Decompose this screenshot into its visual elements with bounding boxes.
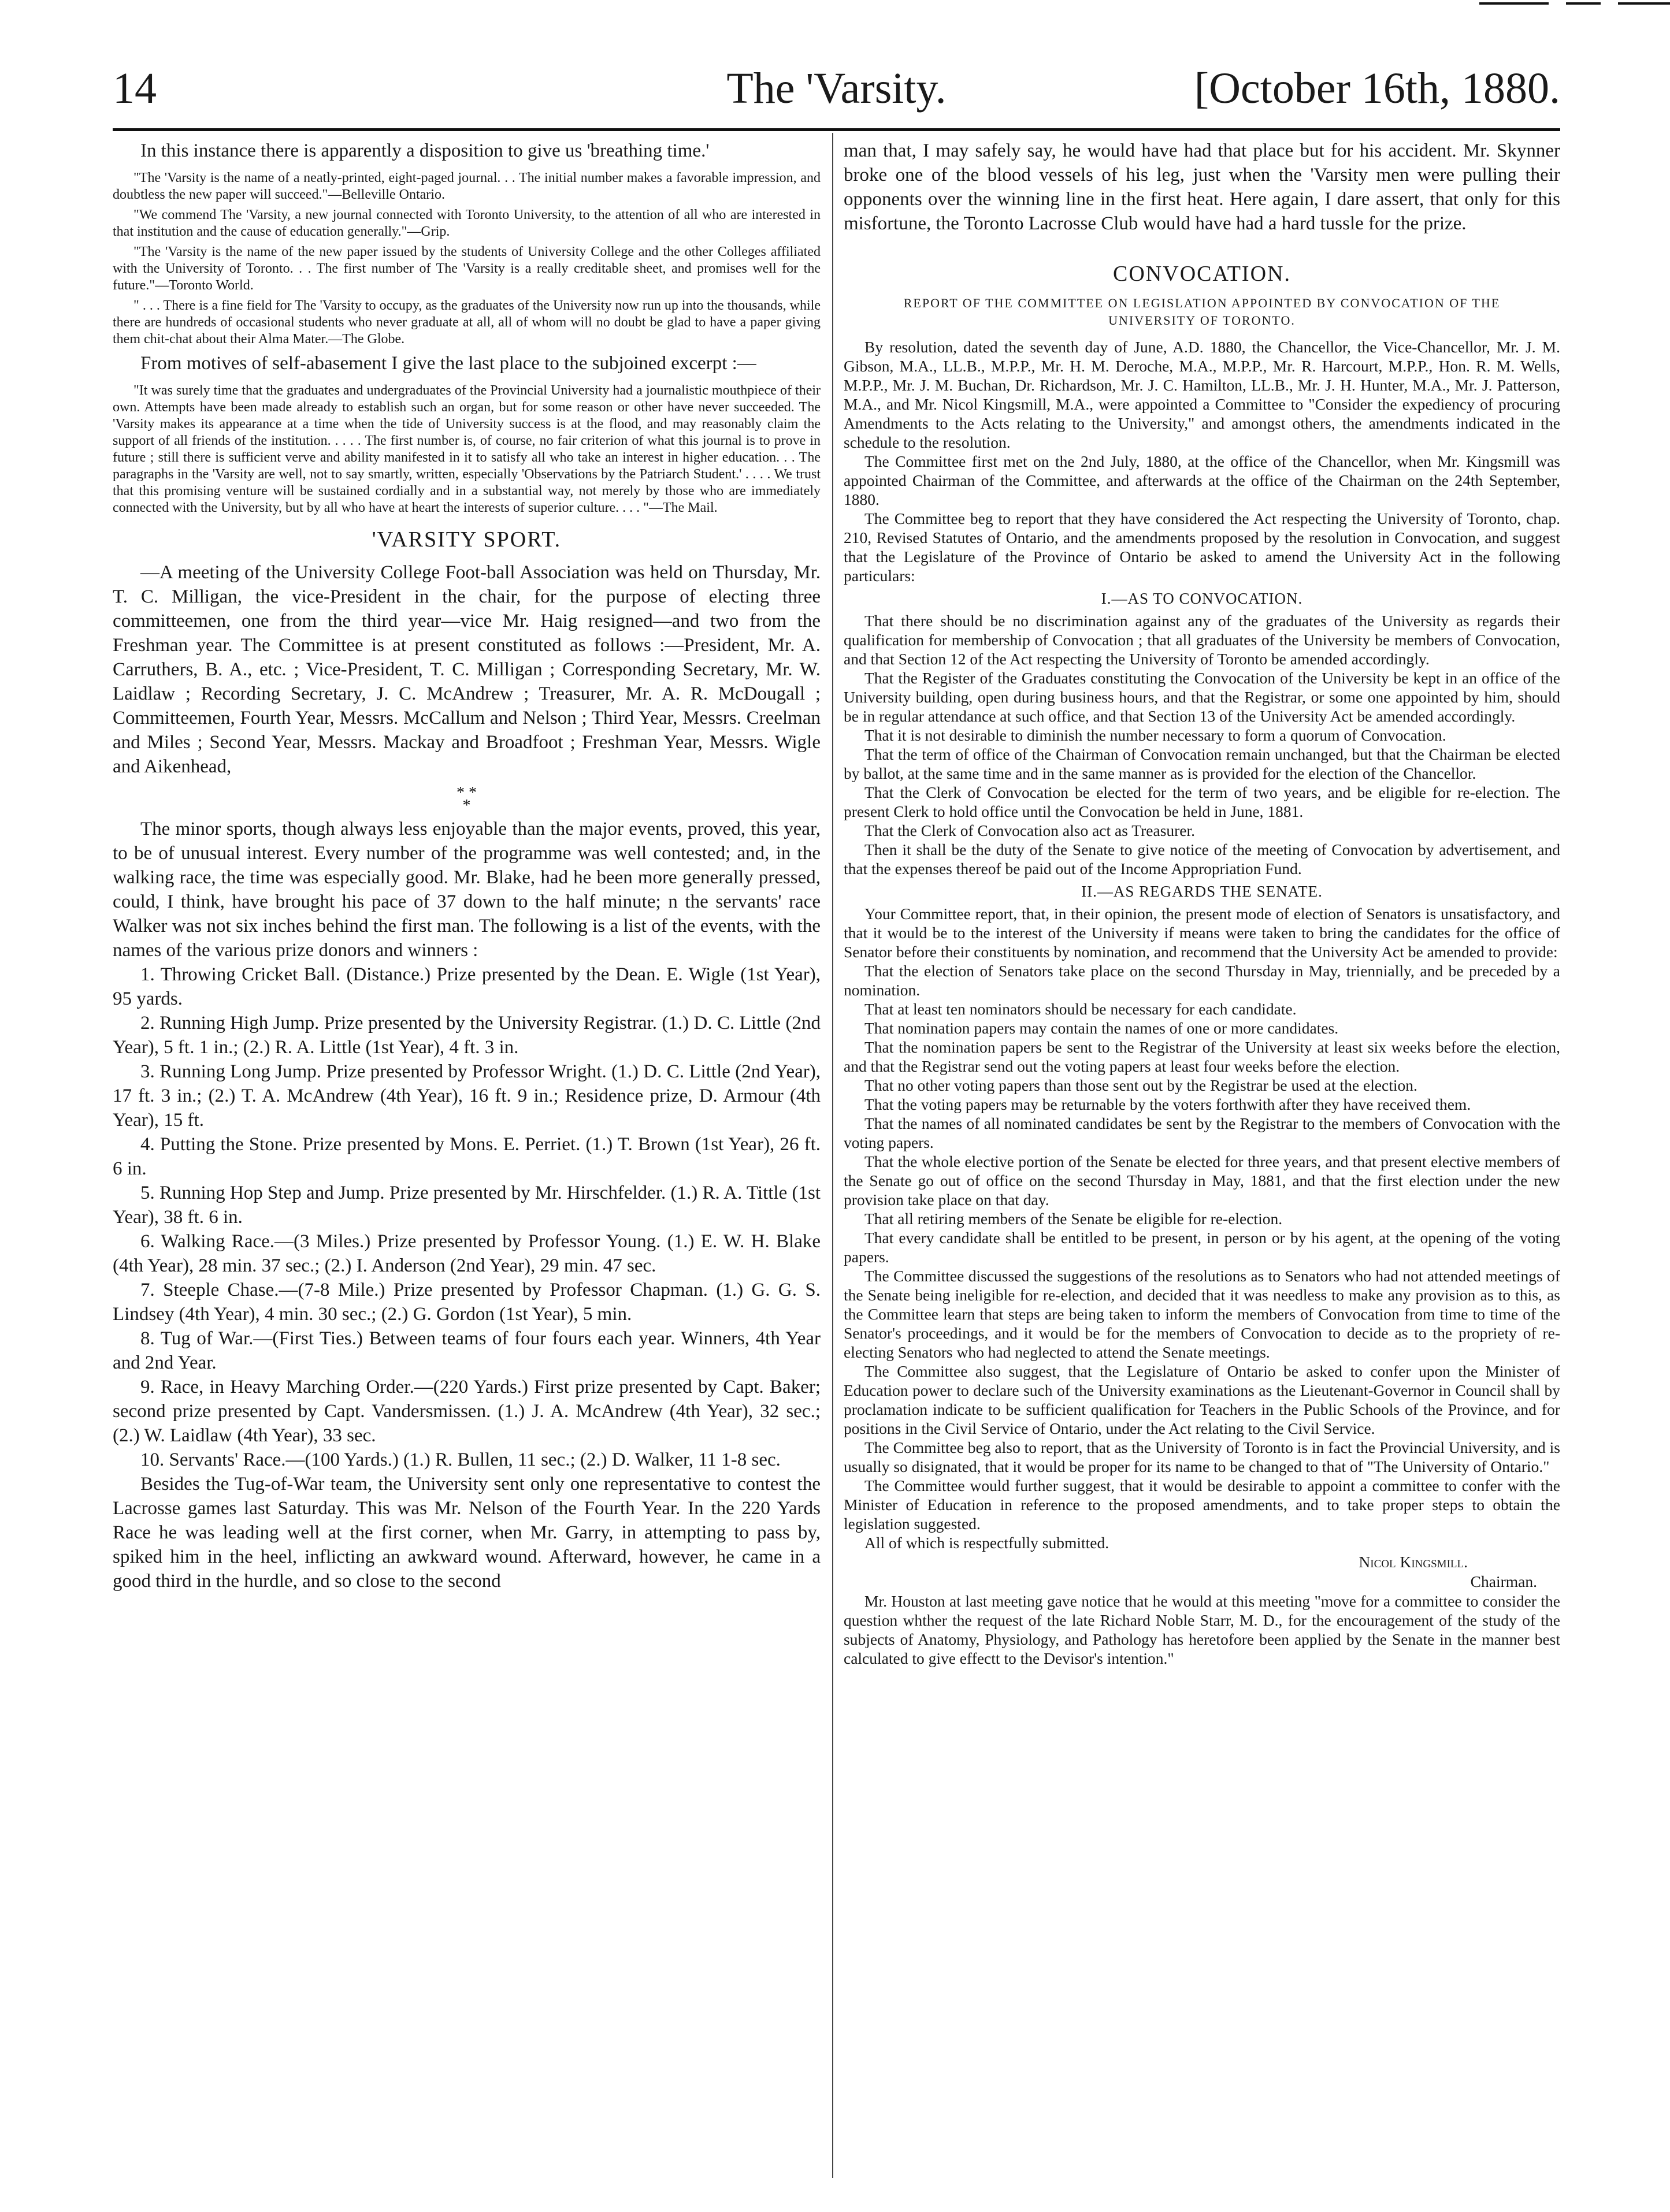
motives-paragraph: From motives of self-abasement I give the last place to the subjoined excerpt :—	[140, 353, 756, 374]
report-paragraph: That the names of all nominated candidates be sent by the Registrar to the members of Convocation with the voting papers.	[844, 1114, 1560, 1151]
section-heading: I.—AS TO CONVOCATION.	[1101, 590, 1303, 607]
press-quote: " . . . There is a fine field for The 'Varsity to occupy, as the graduates of the University now run up into the thousands, while there are hundreds of occasional students who never graduate at all, all of whom will no doubt be glad to have a paper giving them chit-chat about their Alma Mater.—The Globe.	[113, 298, 821, 347]
sport-paragraph: —A meeting of the University College Foot-ball Association was held on Thursday, Mr. T. C. Milligan, the vice-President in the chair, for the purpose of electing three committeemen, one from the third year—vice Mr. Haig resigned—and two from the Freshman year. The Committee is at present constituted as follows :—President, Mr. A. Carruthers, B. A., etc. ; Vice-President, T. C. Milligan ; Corresponding Secretary, Mr. W. Laidlaw ; Recording Secretary, J. C. McAndrew ; Treasurer, Mr. A. R. McDougall ; Committeemen, Fourth Year, Messrs. McCallum and Nelson ; Third Year, Messrs. Creelman and Miles ; Second Year, Messrs. Mackay and Broadfoot ; Freshman Year, Messrs. Wigle and Aikenhead,	[113, 562, 821, 777]
scan-edge-mark	[1479, 0, 1670, 13]
report-paragraph: The Committee would further suggest, that it would be desirable to appoint a committee to confer with the Minister of Education in reference to the proposed amendments, and to take proper steps to obtain the legislation suggested.	[844, 1477, 1560, 1533]
report-paragraph: That the nomination papers be sent to the Registrar of the University at least six weeks before the election, and that the Registrar send out the voting papers at least four weeks before the election.	[844, 1038, 1560, 1075]
sport-heading: 'VARSITY SPORT.	[372, 527, 562, 552]
intro-paragraph: In this instance there is apparently a disposition to give us 'breathing time.'	[140, 140, 710, 161]
convocation-subheading: REPORT OF THE COMMITTEE ON LEGISLATION APPOINTED BY CONVOCATION OF THE UNIVERSITY OF TORONTO.	[903, 296, 1501, 328]
event-item: 6. Walking Race.—(3 Miles.) Prize presented by Professor Young. (1.) E. W. H. Blake (4th Year), 28 min. 37 sec.; (2.) I. Anderson (2nd Year), 29 min. 47 sec.	[113, 1231, 821, 1276]
report-paragraph: That the voting papers may be returnable by the voters forthwith after they have received them.	[864, 1095, 1471, 1113]
header-rule	[113, 128, 1560, 131]
signature-name: Nicol Kingsmill.	[1359, 1553, 1468, 1571]
press-quote: "The 'Varsity is the name of the new paper issued by the students of University College and the other Colleges affiliated with the University of Toronto. . . The first number of The 'Varsity is a really creditable sheet, and promises well for the future."—Toronto World.	[113, 244, 821, 293]
report-paragraph: That all retiring members of the Senate be eligible for re-election.	[864, 1210, 1283, 1228]
continuation-paragraph: man that, I may safely say, he would have had that place but for his accident. Mr. Skynner broke one of the blood vessels of his leg, just when the 'Varsity men were pulling their opponents over the winning line in the first heat. Here again, I dare assert, that only for this misfortune, the Toronto Lacrosse Club would have had a hard tussle for the prize.	[844, 140, 1560, 234]
report-paragraph: That the Clerk of Convocation also act as Treasurer.	[864, 821, 1196, 839]
event-item: 4. Putting the Stone. Prize presented by Mons. E. Perriet. (1.) T. Brown (1st Year), 26 ft. 6 in.	[113, 1134, 821, 1179]
report-paragraph: The Committee beg to report that they have considered the Act respecting the University of Toronto, chap. 210, Revised Statutes of Ontario, and the amendments proposed by the resolution in Convocation, and suggest that the Legislature of the Province of Ontario be asked to amend the University Act in the following particulars:	[844, 510, 1560, 585]
report-paragraph: That no other voting papers than those sent out by the Registrar be used at the election.	[864, 1076, 1417, 1094]
event-item: 5. Running Hop Step and Jump. Prize presented by Mr. Hirschfelder. (1.) R. A. Tittle (1st Year), 38 ft. 6 in.	[113, 1183, 821, 1228]
convocation-heading: CONVOCATION.	[1113, 262, 1291, 286]
sport-paragraph: Besides the Tug-of-War team, the University sent only one representative to contest the Lacrosse games last Saturday. This was Mr. Nelson of the Fourth Year. In the 220 Yards Race he was leading well at the first corner, when Mr. Garry, in attempting to pass by, spiked him in the heel, inflicting an awkward wound. Afterward, however, he came in a good third in the hurdle, and so close to the second	[113, 1474, 821, 1592]
report-paragraph: That the whole elective portion of the Senate be elected for three years, and that present elective members of the Senate go out of office on the second Thursday in May, 1881, and that the first election under the new provision take place on that day.	[844, 1153, 1560, 1209]
report-paragraph: That the term of office of the Chairman of Convocation remain unchanged, but that the Chairman be elected by ballot, at the same time and in the same manner as is provided for the election of the Chancellor.	[844, 745, 1560, 782]
report-paragraph: By resolution, dated the seventh day of June, A.D. 1880, the Chancellor, the Vice-Chancellor, Mr. J. M. Gibson, M.A., LL.B., M.P.P., Mr. H. M. Deroche, M.A., M.P.P., Mr. R. Harcourt, M.P.P., Hon. R. M. Wells, M.P.P., Mr. J. M. Buchan, Dr. Richardson, Mr. J. C. Hamilton, LL.B., Mr. J. H. Hunter, M.A., Mr. J. Patterson, M.A., and Mr. Nicol Kingsmill, M.A., were appointed a Committee to "Consider the expediency of procuring Amendments to the Acts relating to the University," and amongst others, the amendments indicated in the schedule to the resolution.	[844, 338, 1560, 451]
report-paragraph: The Committee beg also to report, that as the University of Toronto is in fact the Provincial University, and is usually so disignated, that it would be proper for its name to be changed to that of "The University of Ontario."	[844, 1438, 1560, 1475]
section-stars: * * *	[457, 784, 477, 815]
report-paragraph: That it is not desirable to diminish the number necessary to form a quorum of Convocation.	[864, 726, 1446, 744]
report-paragraph: That the Register of the Graduates constituting the Convocation of the University be kept in an office of the University building, open during business hours, and that the Registrar, or some one appointed by him, should be in regular attendance at such office, and that Section 13 of the University Act be amended accordingly.	[844, 669, 1560, 725]
press-quote: "The 'Varsity is the name of a neatly-printed, eight-paged journal. . . The initial number makes a favorable impression, and doubtless the new paper will succeed."—Belleville Ontario.	[113, 170, 821, 202]
event-item: 2. Running High Jump. Prize presented by the University Registrar. (1.) D. C. Little (2nd Year), 5 ft. 1 in.; (2.) R. A. Little (1st Year), 4 ft. 3 in.	[113, 1013, 821, 1058]
report-paragraph: That there should be no discrimination against any of the graduates of the University as regards their qualification for membership of Convocation ; that all graduates of the University be members of Convocation, and that Section 12 of the Act respecting the University of Toronto be amended accordingly.	[844, 612, 1560, 668]
masthead-title: The 'Varsity.	[726, 64, 947, 113]
section-heading: II.—AS REGARDS THE SENATE.	[1081, 883, 1323, 900]
report-paragraph: That at least ten nominators should be necessary for each candidate.	[864, 1000, 1297, 1018]
report-paragraph: That nomination papers may contain the names of one or more candidates.	[864, 1019, 1339, 1037]
event-item: 9. Race, in Heavy Marching Order.—(220 Yards.) First prize presented by Capt. Baker; second prize presented by Capt. Vandersmissen. (1.) J. A. McAndrew (4th Year), 32 sec.; (2.) W. Laidlaw (4th Year), 33 sec.	[113, 1377, 821, 1446]
left-column	[113, 139, 821, 2178]
right-column	[844, 139, 1560, 2178]
report-paragraph: The Committee discussed the suggestions of the resolutions as to Senators who had not attended meetings of the Senate being ineligible for re-election, and decided that it was needless to make any provision as to this, as the Committee learn that steps are being taken to inform the members of Convocation from time to time of the Senator's proceedings, and it would be for the members of Convocation to decide as to the propriety of re-electing Senators who had neglected to attend the Senate meetings.	[844, 1267, 1560, 1361]
page-header	[113, 64, 1560, 121]
report-paragraph: Then it shall be the duty of the Senate to give notice of the meeting of Convocation by advertisement, and that the expenses thereof be paid out of the Income Appropriation Fund.	[844, 841, 1560, 878]
report-paragraph: Your Committee report, that, in their opinion, the present mode of election of Senators is unsatisfactory, and that it would be to the interest of the University if means were taken to bring the candidates for the office of Senator before their constituents by nomination, and recommend that the University Act be amended to provide:	[844, 905, 1560, 961]
event-item: 1. Throwing Cricket Ball. (Distance.) Prize presented by the Dean. E. Wigle (1st Year), 95 yards.	[113, 964, 821, 1009]
event-item: 3. Running Long Jump. Prize presented by Professor Wright. (1.) D. C. Little (2nd Year), 17 ft. 3 in.; (2.) T. A. McAndrew (4th Year), 16 ft. 9 in.; Residence prize, D. Armour (4th Year), 15 ft.	[113, 1061, 821, 1131]
event-item: 7. Steeple Chase.—(7-8 Mile.) Prize presented by Professor Chapman. (1.) G. G. S. Lindsey (4th Year), 4 min. 30 sec.; (2.) G. Gordon (1st Year), 5 min.	[113, 1280, 821, 1325]
closing-paragraph: Mr. Houston at last meeting gave notice that he would at this meeting "move for a committee to consider the question whther the request of the late Richard Noble Starr, M. D., for the encouragement of the study of the subjects of Anatomy, Physiology, and Pathology has heretofore been applied by the Senate in the manner best calculated to give effectt to the Devisor's intention."	[844, 1592, 1560, 1667]
issue-date: [October 16th, 1880.	[1194, 64, 1560, 113]
report-paragraph: That the Clerk of Convocation be elected for the term of two years, and be eligible for re-election. The present Clerk to hold office until the Convocation be held in June, 1881.	[844, 783, 1560, 820]
column-divider	[832, 133, 833, 2178]
signature-block	[844, 1552, 1560, 1592]
event-item: 8. Tug of War.—(First Ties.) Between teams of four fours each year. Winners, 4th Year and 2nd Year.	[113, 1328, 821, 1373]
sport-paragraph: The minor sports, though always less enjoyable than the major events, proved, this year, to be of unusual interest. Every number of the programme was well contested; and, in the walking race, the time was especially good. Mr. Blake, had he been more generally pressed, could, I think, have brought his pace of 37 down to the half minute; n the servants' race Walker was not six inches behind the first man. The following is a list of the events, with the names of the various prize donors and winners :	[113, 819, 821, 961]
mail-quote: "It was surely time that the graduates and undergraduates of the Provincial University had a journalistic mouthpiece of their own. Attempts have been made already to establish such an organ, but for some reason or other have never succeeded. The 'Varsity makes its appearance at a time when the tide of University success is at the flood, and may reasonably claim the support of all friends of the institution. . . . . The first number is, of course, no fair criterion of what this journal is to prove in future ; still there is sufficient verve and ability manifested in it to satisfy all who take an interest in higher education. . . The paragraphs in the 'Varsity are well, not to say smartly, written, especially 'Observations by the Patriarch Student.' . . . . We trust that this promising venture will be sustained cordially and in a substantial way, not merely by those who are immediately connected with the University, but by all who have at heart the interests of superior culture. . . . "—The Mail.	[113, 383, 821, 515]
page-number: 14	[113, 64, 157, 113]
report-paragraph: The Committee also suggest, that the Legislature of Ontario be asked to confer upon the Minister of Education power to declare such of the University examinations as the Lieutenant-Governor in Council shall by proclamation indicate to be sufficient qualification for Teachers in the Public Schools of the Province, and for positions in the Civil Service of Ontario, under the Act relating to the Civil Service.	[844, 1362, 1560, 1437]
report-paragraph: The Committee first met on the 2nd July, 1880, at the office of the Chancellor, when Mr. Kingsmill was appointed Chairman of the Committee, and afterwards at the office of the Chairman on the 24th September, 1880.	[844, 452, 1560, 508]
event-item: 10. Servants' Race.—(100 Yards.) (1.) R. Bullen, 11 sec.; (2.) D. Walker, 11 1-8 sec.	[140, 1449, 781, 1470]
report-paragraph: All of which is respectfully submitted.	[864, 1534, 1109, 1552]
report-paragraph: That the election of Senators take place on the second Thursday in May, triennially, and be preceded by a nomination.	[844, 962, 1560, 999]
signature-title: Chairman.	[1470, 1572, 1537, 1590]
press-quote: "We commend The 'Varsity, a new journal connected with Toronto University, to the attention of all who are interested in that institution and the cause of education generally."—Grip.	[113, 207, 821, 239]
report-paragraph: That every candidate shall be entitled to be present, in person or by his agent, at the opening of the voting papers.	[844, 1229, 1560, 1266]
